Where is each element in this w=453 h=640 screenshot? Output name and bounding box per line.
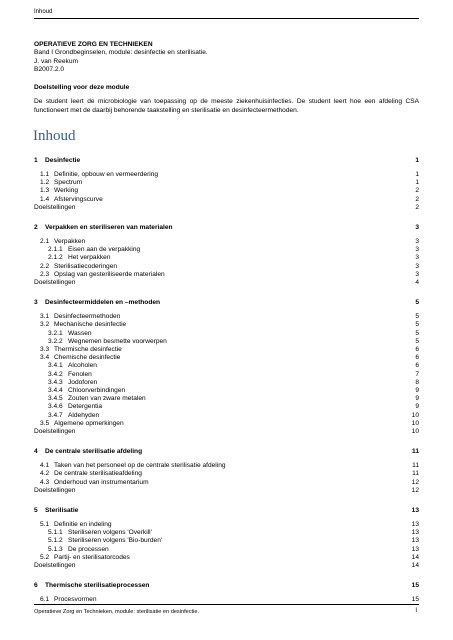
toc-entry-title: Mechanische desinfectie [54, 321, 127, 329]
toc-entry-page: 2 [415, 187, 419, 195]
toc-entry-page: 13 [411, 507, 419, 514]
toc-entry-number: 1.4 [40, 195, 50, 203]
toc-entry-number: 3.1 [40, 313, 50, 321]
toc-entry-title: Het verpakken [68, 254, 111, 262]
toc-entry-number: 2.1.2 [48, 254, 63, 262]
toc-entry-number: 3.4.4 [48, 387, 63, 394]
toc-entry-number: 3.4.5 [48, 395, 63, 403]
toc-entry-title: Steriliseren volgens 'Bio-burden' [68, 537, 163, 545]
toc-entry-page: 8 [415, 378, 419, 386]
toc-entry-page: 10 [411, 411, 419, 419]
toc-entry-page: 2 [415, 203, 419, 211]
toc-entry-title: Opslag van gesteriliseerde materialen [54, 270, 165, 278]
toc-entry-page: 6 [415, 354, 419, 362]
toc-entry-page: 11 [412, 462, 419, 470]
toc-entry-number: 3.2.2 [48, 337, 63, 345]
footer-page-number: I [415, 608, 417, 614]
toc-entry-title: Doelstellingen [34, 562, 76, 569]
toc-entry-title: Spectrum [54, 179, 83, 187]
toc-entry-number: 3.4.6 [48, 403, 63, 411]
goal-text: De student leert de microbiologie van toepassing op de meeste ziekenhuisinfecties. De student leert hoe een afdeling CSA functioneert met de daarbij behorende taakstelling en sterilisatie en desinfecteermethoden. [34, 98, 419, 114]
toc-entry-title: Algemene opmerkingen [54, 419, 124, 427]
toc-entry-title: De centrale sterilisatie afdeling [45, 448, 143, 456]
toc-entry-page: 1 [415, 171, 419, 178]
toc-entry-page: 5 [415, 299, 419, 307]
toc-entry-number: 3 [34, 299, 38, 307]
toc-entry-number: 2.1 [40, 238, 50, 245]
author-line: J. van Reekum [34, 57, 78, 65]
toc-entry-number: 4.1 [40, 462, 50, 470]
toc-entry-page: 11 [412, 448, 419, 456]
toc-entry-title: Taken van het personeel op de centrale sterilisatie afdeling [54, 462, 226, 470]
footer-text: Operatieve Zorg en Technieken, module: sterilisatie en desinfectie. [34, 609, 200, 615]
toc-entry-title: Thermische sterilisatieprocessen [45, 582, 150, 590]
toc-entry-title: Desinfecteermiddelen en –methoden [45, 299, 161, 307]
toc-entry-number: 2.1.1 [48, 246, 63, 254]
toc-entry-page: 9 [415, 395, 419, 403]
toc-entry-title: Jodoforen [68, 378, 98, 386]
toc-entry-title: Chemische desinfectie [54, 354, 121, 362]
toc-entry-page: 10 [411, 428, 419, 435]
toc-entry-page: 7 [415, 370, 419, 378]
toc-entry-number: 1.2 [40, 179, 50, 187]
toc-entry-title: De processen [68, 545, 109, 553]
toc-entry-title: Doelstellingen [34, 279, 76, 286]
toc-entry-title: Definitie, opbouw en vermeerdering [54, 171, 159, 178]
toc-title: Inhoud [33, 128, 76, 144]
toc-entry-page: 9 [415, 403, 419, 411]
toc-entry-number: 4.3 [40, 478, 50, 486]
toc-entry-number: 6 [34, 582, 38, 590]
toc-entry-number: 3.3 [40, 346, 50, 353]
toc-entry-title: Verpakken en steriliseren van materialen [45, 224, 173, 231]
toc-entry-page: 11 [412, 470, 419, 478]
toc-entry-number: 3.4.2 [48, 370, 63, 378]
toc-entry-number: 6.1 [40, 596, 50, 604]
toc-entry-page: 3 [415, 262, 419, 270]
toc-entry-title: Alcoholen [68, 362, 97, 370]
toc-entry-number: 4 [34, 448, 38, 456]
toc-entry-number: 2.2 [40, 262, 50, 270]
toc-entry-page: 3 [415, 254, 419, 262]
toc-entry-page: 1 [415, 157, 419, 164]
toc-entry-page: 3 [415, 238, 419, 245]
toc-entry-title: Thermische desinfectie [54, 346, 122, 353]
toc-entry-page: 9 [415, 387, 419, 394]
toc-entry-number: 5.1.3 [48, 545, 63, 553]
toc-entry-page: 15 [411, 582, 419, 590]
toc-entry-title: Desinfecteermethoden [54, 313, 121, 321]
toc-entry-number: 1 [34, 157, 38, 164]
toc-entry-page: 5 [415, 321, 419, 329]
toc-entry-title: Zouten van zware metalen [68, 395, 146, 403]
toc-entry-number: 5.1 [40, 521, 50, 528]
toc-entry-number: 3.4.3 [48, 378, 63, 386]
toc-entry-number: 1.3 [40, 187, 50, 195]
toc-entry-title: Steriliseren volgens 'Overkill' [68, 529, 152, 537]
toc-entry-page: 13 [411, 537, 419, 545]
toc-entry-page: 14 [411, 553, 419, 561]
toc-entry-page: 14 [411, 562, 419, 569]
footer-rule [34, 604, 419, 605]
toc-entry-page: 13 [411, 529, 419, 537]
toc-entry-title: Chloorverbindingen [68, 387, 126, 394]
toc-entry-page: 4 [415, 279, 419, 286]
toc-entry-number: 3.4.1 [48, 362, 63, 370]
running-header: Inhoud [34, 9, 53, 15]
toc-entry-title: Detergentia [68, 403, 103, 411]
toc-entry-title: Doelstellingen [34, 203, 76, 211]
goal-heading: Doelstelling voor deze module [34, 84, 130, 91]
toc-entry-number: 4.2 [40, 470, 50, 478]
toc-entry-title: Doelstellingen [34, 486, 76, 494]
toc-entry-title: Fenolen [68, 370, 92, 378]
toc-entry-title: Definitie en indeling [54, 521, 112, 528]
toc-entry-title: Sterilisatiecoderingen [54, 262, 118, 270]
toc-entry-page: 3 [415, 246, 419, 254]
toc-entry-number: 1.1 [40, 171, 50, 178]
toc-entry-page: 5 [415, 313, 419, 321]
toc-entry-number: 3.4.7 [48, 411, 63, 419]
toc-entry-page: 12 [411, 486, 419, 494]
code-line: B2007.2.0 [34, 65, 65, 73]
toc-entry-page: 13 [411, 545, 419, 553]
toc-entry-number: 5.2 [40, 553, 50, 561]
toc-entry-title: Afstervingscurve [54, 195, 103, 203]
toc-entry-number: 2 [34, 224, 38, 231]
toc-entry-title: Partij- en sterilisatorcodes [54, 553, 130, 561]
toc-entry-page: 1 [415, 179, 419, 187]
toc-entry-page: 6 [415, 362, 419, 370]
toc-entry-title: Aldehyden [68, 411, 100, 419]
toc-entry-number: 5 [34, 507, 38, 514]
toc-entry-page: 2 [415, 195, 419, 203]
toc-entry-title: Verpakken [54, 238, 86, 245]
toc-entry-title: Onderhoud van instrumentarium [54, 478, 149, 486]
toc-entry-page: 5 [415, 329, 419, 337]
toc-entry-title: Sterilisatie [45, 507, 79, 514]
toc-entry-page: 10 [411, 419, 419, 427]
toc-entry-number: 5.1.1 [48, 529, 63, 537]
toc-entry-number: 5.1.2 [48, 537, 63, 545]
toc-entry-number: 2.3 [40, 270, 50, 278]
toc-entry-title: Eisen aan de verpakking [68, 246, 141, 254]
toc-entry-title: Werking [54, 187, 79, 195]
toc-entry-title: Procesvormen [54, 596, 97, 604]
toc-entry-page: 13 [411, 521, 419, 528]
toc-entry-title: Wegnemen besmette voorwerpen [68, 337, 167, 345]
toc-entry-page: 12 [411, 478, 419, 486]
toc-entry-title: Doelstellingen [34, 428, 76, 435]
toc-entry-page: 3 [415, 270, 419, 278]
toc-entry-page: 6 [415, 346, 419, 353]
toc-entry-page: 3 [415, 224, 419, 231]
toc-entry-number: 3.2 [40, 321, 50, 329]
toc-entry-title: De centrale sterilisatieafdeling [54, 470, 142, 478]
module-line: Band I Grondbeginselen, module: desinfectie en sterilisatie. [34, 49, 208, 57]
toc-entry-number: 3.5 [40, 419, 50, 427]
toc-entry-title: Wassen [68, 329, 92, 337]
program-title: OPERATIEVE ZORG EN TECHNIEKEN [34, 41, 153, 48]
toc-entry-number: 3.2.1 [48, 329, 63, 337]
toc-entry-page: 5 [415, 337, 419, 345]
toc-entry-title: Desinfectie [45, 157, 81, 164]
toc-entry-number: 3.4 [40, 354, 50, 362]
toc-entry-page: 15 [411, 596, 419, 604]
